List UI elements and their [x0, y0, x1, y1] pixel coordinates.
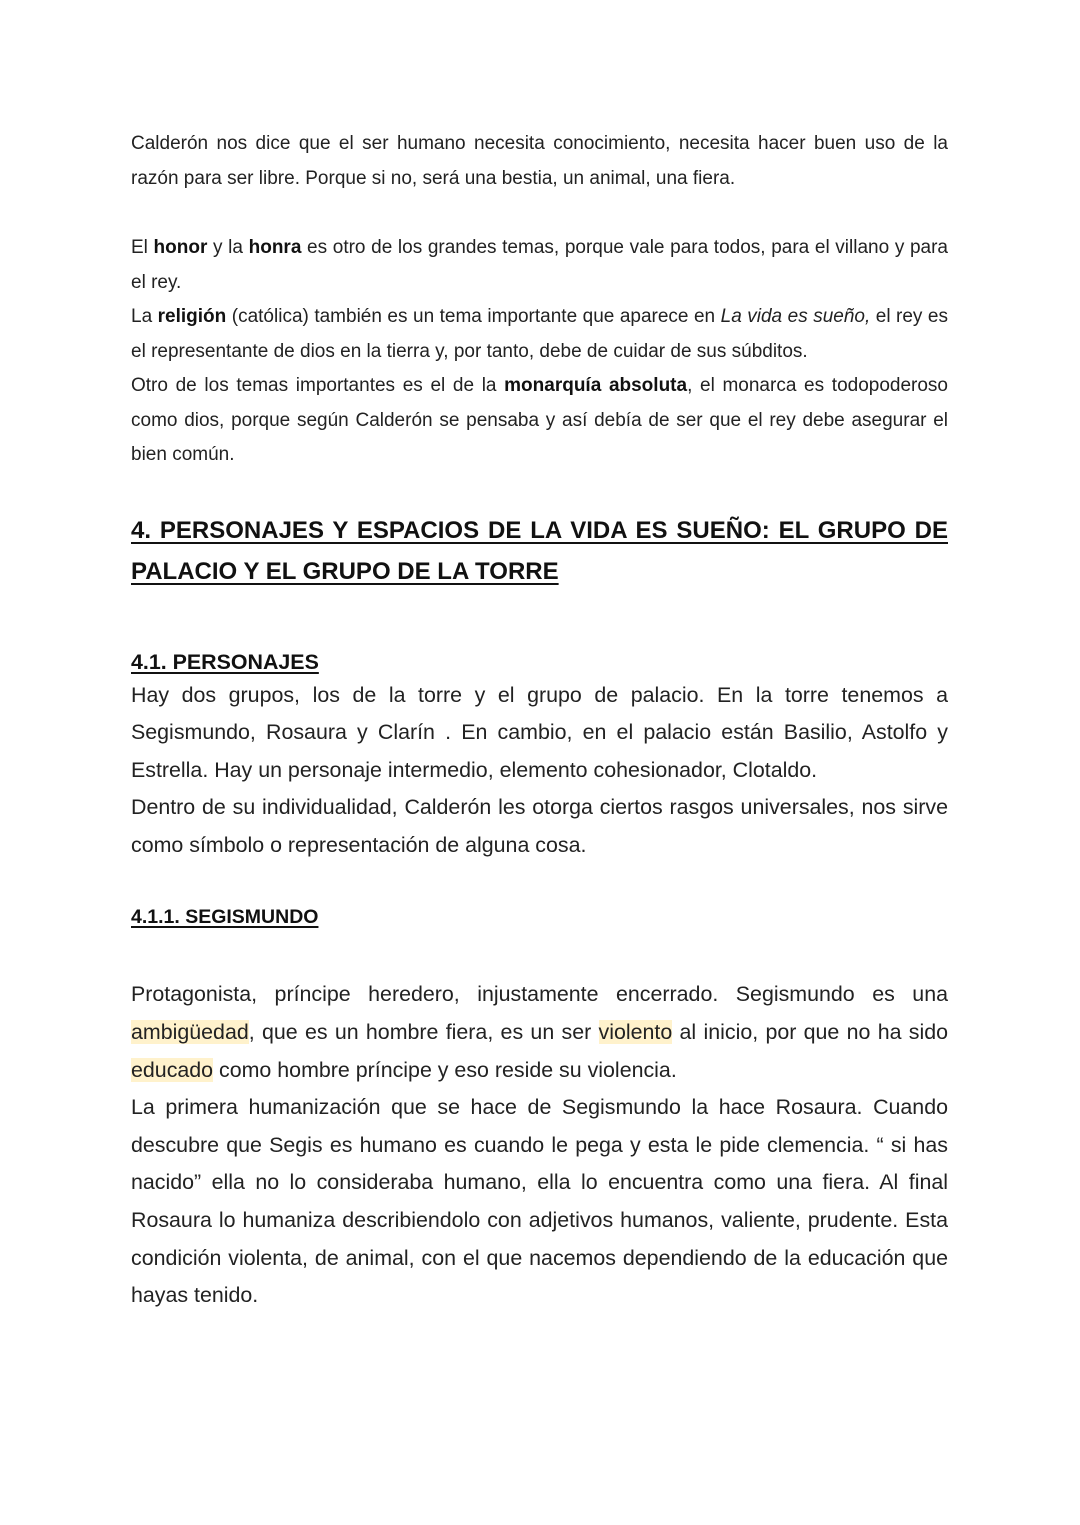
section-4-heading: 4. PERSONAJES Y ESPACIOS DE LA VIDA ES SUEÑO: EL GRUPO DE PALACIO Y EL GRUPO DE LA TORRE [131, 516, 948, 585]
honor-term: honor [153, 237, 208, 258]
characters-paragraph-groups: Hay dos grupos, los de la torre y el grupo de palacio. En la torre tenemos a Segismundo, Rosaura y Clarín . En cambio, en el palacio están Basilio, Astolfo y Estrella. Hay un personaje intermedio, elemento cohesionador, Clotaldo. [131, 682, 948, 782]
highlight-violento: violento [598, 1020, 673, 1045]
section-4-1-1-heading: 4.1.1. SEGISMUNDO [131, 906, 319, 929]
highlight-ambiguedad: ambigüedad [131, 1020, 249, 1045]
intro-paragraph-honor: El honor y la honra es otro de los grandes temas, porque vale para todos, para el villano y para el rey. [131, 237, 948, 293]
monarchy-term: monarquía absoluta [504, 375, 688, 396]
characters-paragraph-universal: Dentro de su individualidad, Calderón les otorga ciertos rasgos universales, nos sirve como símbolo o representación de alguna cosa. [131, 795, 948, 857]
work-title: La vida es sueño, [720, 306, 871, 327]
segismundo-paragraph-intro: Protagonista, príncipe heredero, injustamente encerrado. Segismundo es una ambigüedad, que es un hombre fiera, es un ser violento al inicio, por que no ha sido educado como hombre príncipe y eso reside su violencia. [131, 982, 949, 1082]
religion-term: religión [157, 306, 227, 327]
segismundo-paragraph-humanization: La primera humanización que se hace de Segismundo la hace Rosaura. Cuando descubre que Segis es humano es cuando le pega y esta le pide clemencia. “ si has nacido” ella no lo consideraba humano, ella lo encuentra como una fiera. Al final Rosaura lo humaniza describiendolo con adjetivos humanos, valiente, prudente. Esta condición violenta, de animal, con el que nacemos dependiendo de la educación que hayas tenido. [131, 1095, 948, 1308]
highlight-educado: educado [131, 1057, 214, 1082]
section-4-1-heading: 4.1. PERSONAJES [131, 649, 319, 674]
intro-paragraph-religion: La religión (católica) también es un tema importante que aparece en La vida es sueño, el rey es el representante de dios en la tierra y, por tanto, debe de cuidar de sus súbditos. [131, 306, 948, 362]
honra-term: honra [248, 237, 302, 258]
intro-paragraph-reason: Calderón nos dice que el ser humano necesita conocimiento, necesita hacer buen uso de la razón para ser libre. Porque si no, será una bestia, un animal, una fiera. [131, 133, 948, 189]
intro-paragraph-monarchy: Otro de los temas importantes es el de la monarquía absoluta, el monarca es todopoderoso como dios, porque según Calderón se pensaba y así debía de ser que el rey debe asegurar el bien común. [131, 375, 949, 465]
document-page [131, 127, 948, 1315]
